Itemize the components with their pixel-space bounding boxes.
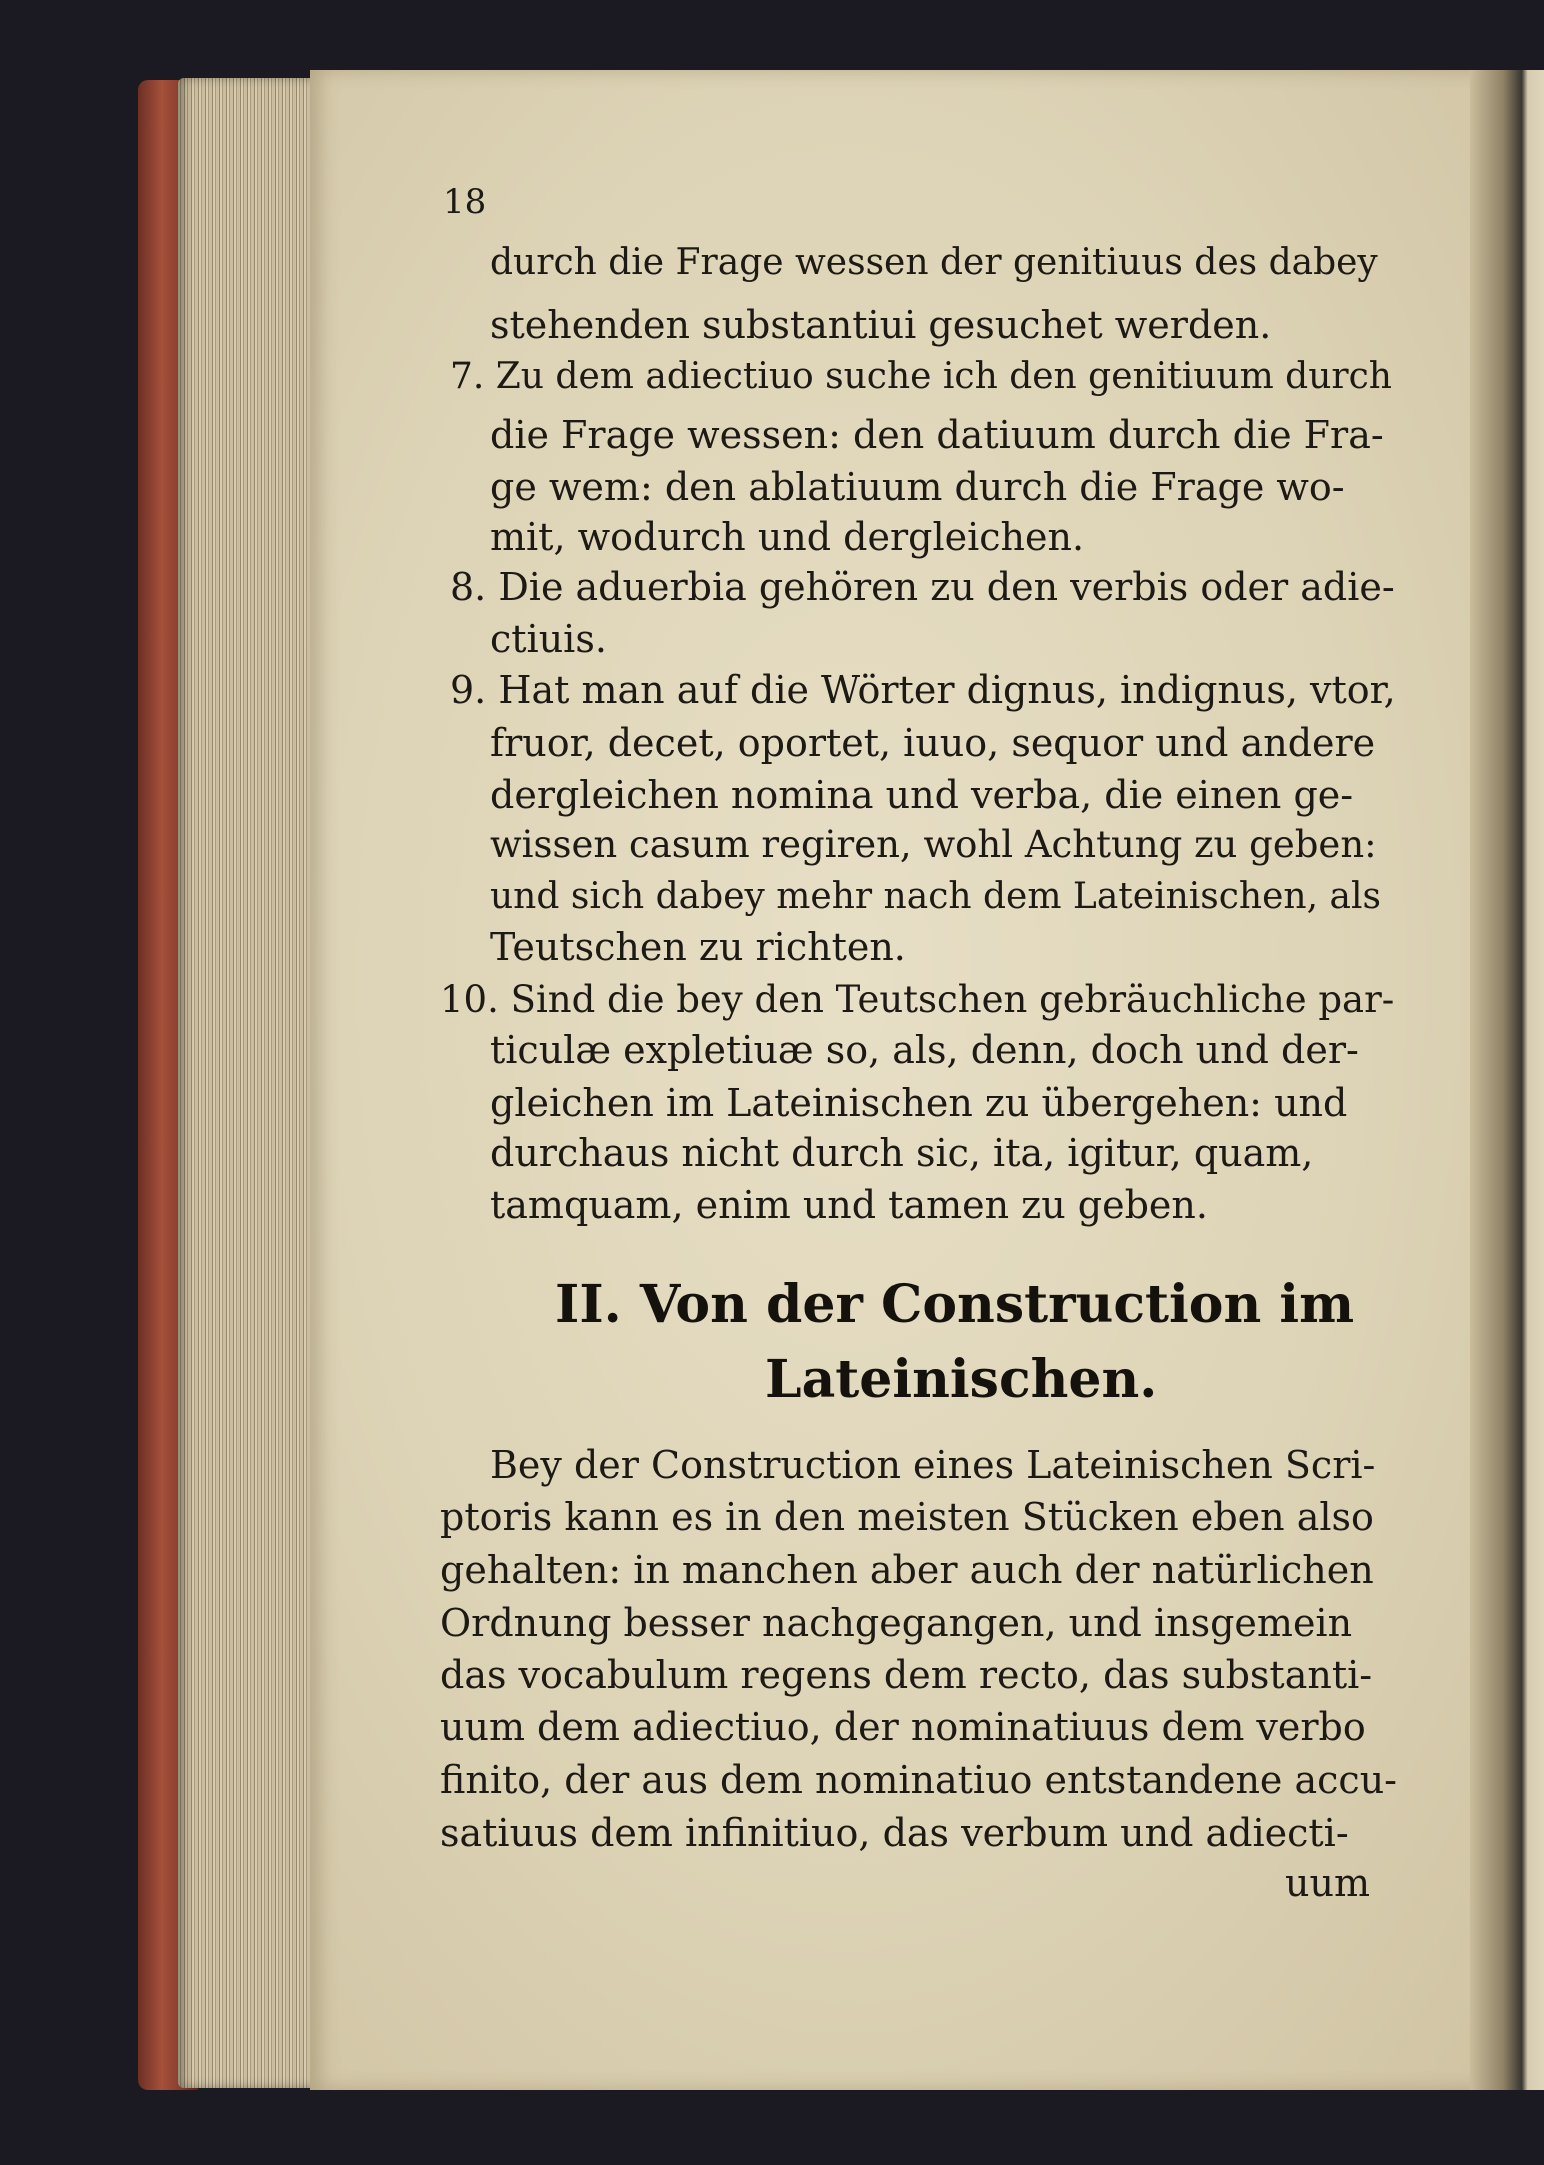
text-line: durchaus nicht durch sic, ita, igitur, quam, — [490, 1131, 1314, 1175]
text-line: ticulæ expletiuæ so, als, denn, doch und der- — [490, 1028, 1359, 1072]
paragraph-line: gehalten: in manchen aber auch der natürlichen — [440, 1548, 1374, 1592]
paragraph-line: das vocabulum regens dem recto, das substanti- — [440, 1653, 1373, 1697]
text-line: durch die Frage wessen der genitiuus des dabey — [490, 242, 1378, 283]
text-line: fruor, decet, oportet, iuuo, sequor und andere — [490, 721, 1376, 765]
paragraph-line: Bey der Construction eines Lateinischen Scri- — [490, 1443, 1376, 1487]
text-line: die Frage wessen: den datiuum durch die Fra- — [490, 413, 1384, 457]
text-line: 10. Sind die bey den Teutschen gebräuchliche par- — [440, 978, 1395, 1021]
text-line: tamquam, enim und tamen zu geben. — [490, 1183, 1208, 1227]
book-gutter — [1470, 70, 1544, 2090]
text-line: ge wem: den ablatiuum durch die Frage wo- — [490, 465, 1345, 509]
paragraph-line: uum — [1285, 1861, 1370, 1905]
paragraph-line: satiuus dem infinitiuo, das verbum und adiecti- — [440, 1811, 1349, 1855]
paragraph-line: finito, der aus dem nominatiuo entstandene accu- — [440, 1758, 1398, 1802]
text-line: mit, wodurch und dergleichen. — [490, 515, 1085, 559]
text-line: stehenden substantiui gesuchet werden. — [490, 303, 1272, 347]
text-line: 9. Hat man auf die Wörter dignus, indignus, vtor, — [450, 668, 1396, 712]
text-line: Teutschen zu richten. — [490, 925, 906, 969]
page-edges — [178, 78, 328, 2088]
paragraph-line: ptoris kann es in den meisten Stücken eben also — [440, 1495, 1374, 1539]
paragraph-line: uum dem adiectiuo, der nominatiuus dem verbo — [440, 1705, 1366, 1749]
page-number: 18 — [443, 182, 487, 222]
text-line: und sich dabey mehr nach dem Lateinischen, als — [490, 876, 1381, 917]
text-line: gleichen im Lateinischen zu übergehen: und — [490, 1081, 1348, 1125]
text-line: 8. Die aduerbia gehören zu den verbis oder adie- — [450, 565, 1395, 609]
text-line: dergleichen nomina und verba, die einen ge- — [490, 773, 1354, 817]
text-line: wissen casum regiren, wohl Achtung zu geben: — [490, 823, 1377, 866]
section-heading-line-2: Lateinischen. — [765, 1349, 1158, 1410]
text-line: 7. Zu dem adiectiuo suche ich den genitiuum durch — [450, 356, 1392, 397]
text-line: ctiuis. — [490, 617, 607, 661]
paragraph-line: Ordnung besser nachgegangen, und insgemein — [440, 1601, 1353, 1645]
section-heading-line-1: II. Von der Construction im — [555, 1274, 1355, 1335]
